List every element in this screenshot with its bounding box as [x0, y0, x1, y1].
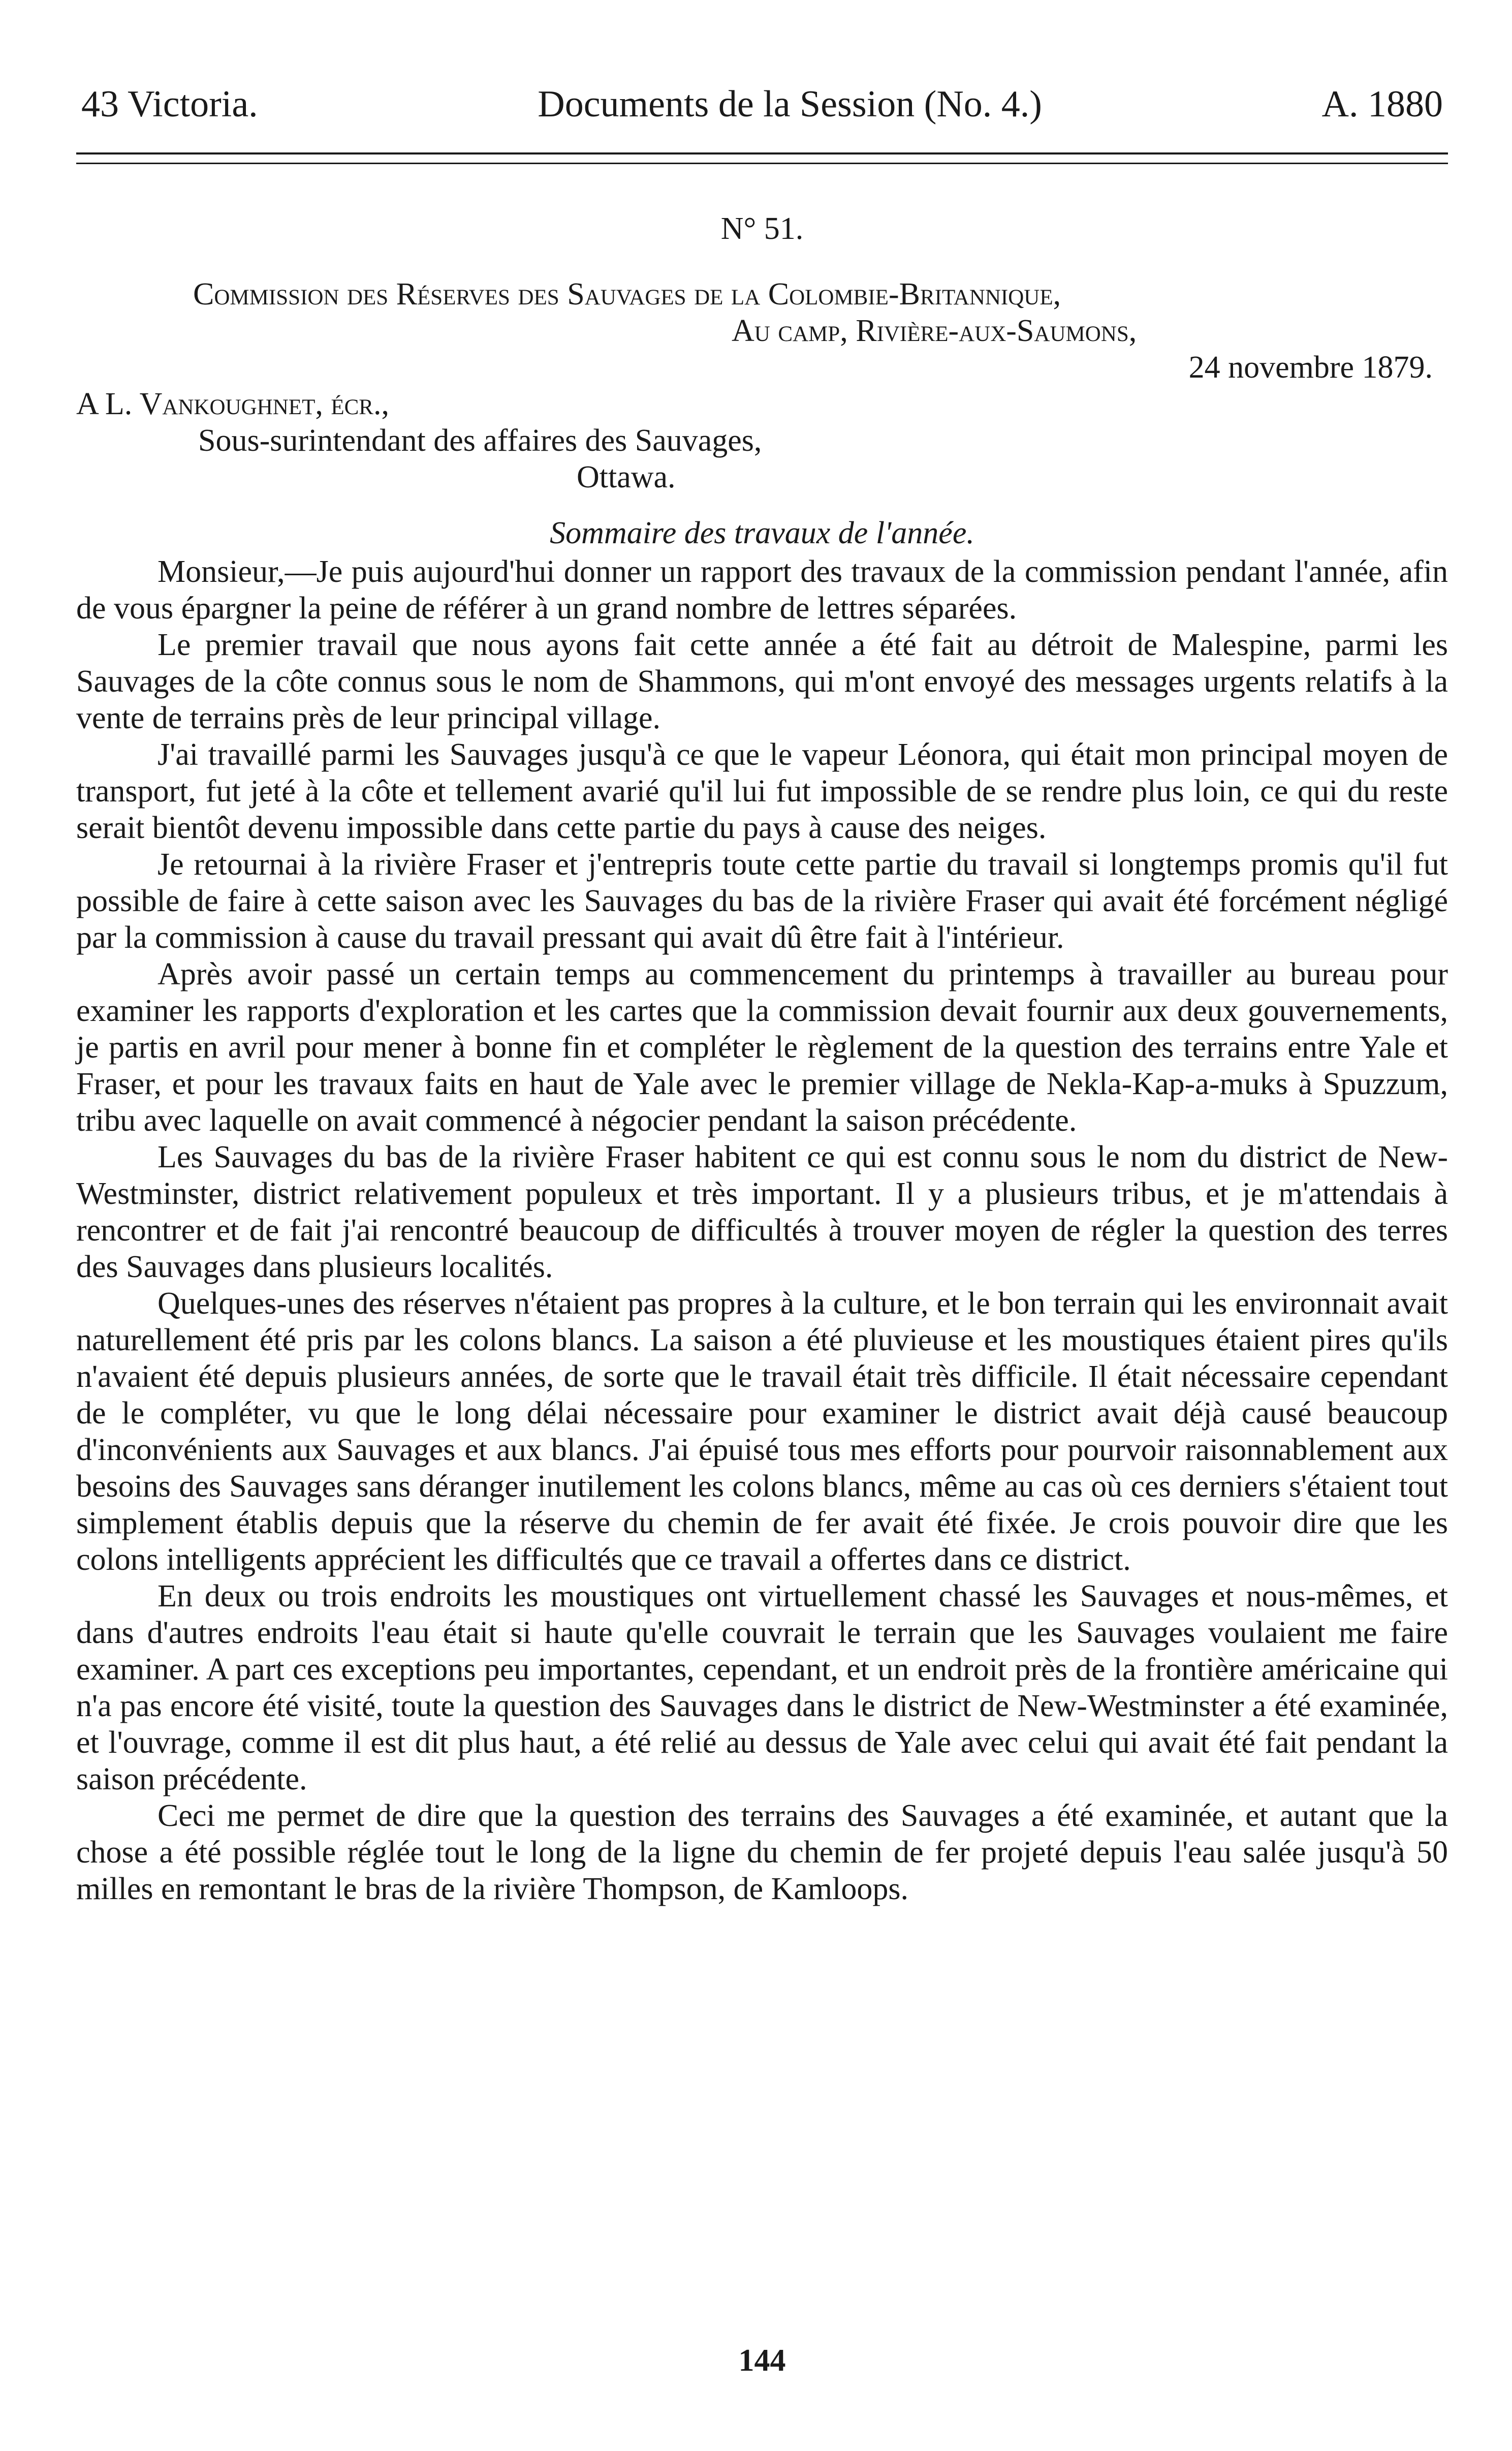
document-page [76, 81, 1448, 2399]
addressee-city: Ottawa. [577, 460, 676, 494]
paragraph-7: Quelques-unes des réserves n'étaient pas propres à la culture, et le bon terrain qui les environnait avait naturellement été pris par les colons blancs. La saison a été pluvieuse et les moustiques étaient pires qu'ils n'avaient été depuis plusieurs années, de sorte que le travail était très difficile. Il était nécessaire cependant de le compléter, vu que le long délai nécessaire pour examiner le district avait déjà causé beaucoup d'inconvénients aux Sauvages et aux blancs. J'ai épuisé tous mes efforts pour pourvoir raisonnablement aux besoins des Sauvages sans déranger inutilement les colons blancs, même au cas où ces derniers s'étaient tout simplement établis depuis que la réserve du chemin de fer avait été fixée. Je crois pouvoir dire que les colons intelligents apprécient les difficultés que ce travail a offertes dans ce district. [76, 1286, 1448, 1577]
page-number: 144 [738, 2343, 786, 2378]
paragraph-3: J'ai travaillé parmi les Sauvages jusqu'à ce que le vapeur Léonora, qui était mon principal moyen de transport, fut jeté à la côte et tellement avarié qu'il lui fut impossible de se rendre plus loin, ce qui du reste serait bientôt devenu impossible dans cette partie du pays à cause des neiges. [76, 737, 1448, 845]
letter-date: 24 novembre 1879. [1188, 350, 1433, 385]
paragraph-5: Après avoir passé un certain temps au commencement du printemps à travailler au bureau pour examiner les rapports d'exploration et les cartes que la commission devait fournir aux deux gouvernements, je partis en avril pour mener à bonne fin et compléter le règlement de la question des terrains entre Yale et Fraser, et pour les travaux faits en haut de Yale avec le premier village de Nekla-Kap-a-muks à Spuzzum, tribu avec laquelle on avait commencé à négocier pendant la saison précédente. [76, 957, 1448, 1138]
paragraph-8: En deux ou trois endroits les moustiques ont virtuellement chassé les Sauvages et nous-mêmes, et dans d'autres endroits l'eau était si haute qu'elle couvrait le terrain que les Sauvages voulaient me faire examiner. A part ces exceptions peu importantes, cependant, et un endroit près de la frontière américaine qui n'a pas encore été visité, toute la question des Sauvages dans le district de New-Westminster a été examinée, et l'ouvrage, comme il est dit plus haut, a été relié au dessus de Yale avec celui qui avait été fait pendant la saison précédente. [76, 1579, 1448, 1796]
paragraph-6: Les Sauvages du bas de la rivière Fraser habitent ce qui est connu sous le nom du district de New-Westminster, district relativement populeux et très important. Il y a plusieurs tribus, et je m'attendais à rencontrer et de fait j'ai rencontré beaucoup de difficultés à trouver moyen de régler la question des terres des Sauvages dans plusieurs localités. [76, 1140, 1448, 1284]
running-head-year: A. 1880 [1321, 83, 1443, 125]
running-head [76, 81, 1448, 127]
header-rule-top [76, 152, 1448, 154]
paragraph-4: Je retournai à la rivière Fraser et j'entrepris toute cette partie du travail si longtemps promis qu'il fut possible de faire à cette saison avec les Sauvages du bas de la rivière Fraser qui avait été forcément négligé par la commission à cause du travail pressant qui avait dû être fait à l'intérieur. [76, 847, 1448, 955]
addressee-title: Sous-surintendant des affaires des Sauvages, [198, 423, 762, 458]
header-rule-bottom [76, 163, 1448, 164]
document-body [76, 211, 1448, 1907]
letter-place: Au camp, Rivière-aux-Saumons, [732, 314, 1137, 348]
paragraph-2: Le premier travail que nous ayons fait cette année a été fait au détroit de Malespine, parmi les Sauvages de la côte connus sous le nom de Shammons, qui m'ont envoyé des messages urgents relatifs à la vente de terrains près de leur principal village. [76, 628, 1448, 735]
paragraph-9: Ceci me permet de dire que la question des terrains des Sauvages a été examinée, et autant que la chose a été possible réglée tout le long de la ligne du chemin de fer projeté depuis l'eau salée jusqu'à 50 milles en remontant le bras de la rivière Thompson, de Kamloops. [76, 1798, 1448, 1906]
commission-name: Commission des Réserves des Sauvages de la Colombie-Britannique, [193, 277, 1061, 312]
addressee-name: A L. Vankoughnet, écr., [76, 387, 389, 421]
document-number: N° 51. [720, 211, 804, 246]
summary-heading: Sommaire des travaux de l'année. [550, 516, 974, 550]
running-head-title: Documents de la Session (No. 4.) [538, 83, 1042, 125]
running-head-left: 43 Victoria. [81, 83, 258, 125]
paragraph-1: Monsieur,—Je puis aujourd'hui donner un rapport des travaux de la commission pendant l'année, afin de vous épargner la peine de référer à un grand nombre de lettres séparées. [76, 554, 1448, 626]
